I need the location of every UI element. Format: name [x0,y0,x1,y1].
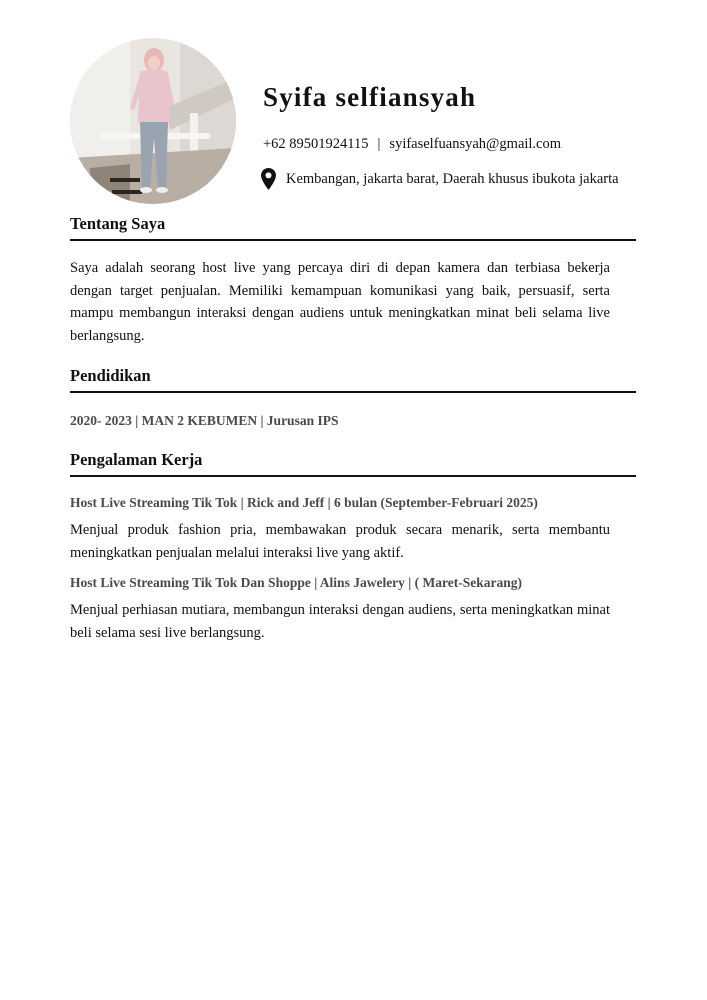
job-description: Menjual produk fashion pria, membawakan produk secara menarik, serta membantu meningkatkan penjualan melalui interaksi live yang aktif. [70,522,610,561]
location-pin-icon [261,168,276,190]
job-heading: Host Live Streaming Tik Tok | Rick and Jeff | 6 bulan (September-Februari 2025) [70,495,538,510]
profile-photo [70,38,236,204]
address-line [261,167,619,191]
education-title: Pendidikan [70,365,636,393]
job-description: Menjual perhiasan mutiara, membangun interaksi dengan audiens, serta meningkatkan minat beli selama sesi live berlangsung. [70,602,610,641]
experience-title: Pengalaman Kerja [70,449,636,477]
contact-line [263,134,561,154]
contact-separator: | [377,136,381,152]
address-text: Kembangan, jakarta barat, Daerah khusus ibukota jakarta [286,171,619,187]
about-section [70,213,636,347]
job-item [70,573,636,644]
about-text: Saya adalah seorang host live yang percaya diri di depan kamera dan terbiasa bekerja dengan target penjualan. Memiliki kemampuan komunikasi yang baik, persuasif, serta mampu membangun interaksi dengan audiens untuk meningkatkan minat beli selama live berlangsung. [70,260,610,344]
about-title: Tentang Saya [70,213,636,241]
candidate-name: Syifa selfiansyah [263,82,477,112]
education-section [70,365,636,431]
job-heading: Host Live Streaming Tik Tok Dan Shoppe | Alins Jawelery | ( Maret-Sekarang) [70,575,522,590]
email-address: syifaselfuansyah@gmail.com [389,136,562,152]
job-item [70,493,636,564]
phone-number: +62 89501924115 [263,136,369,152]
education-entry: 2020- 2023 | MAN 2 KEBUMEN | Jurusan IPS [70,413,339,428]
experience-section [70,449,636,644]
